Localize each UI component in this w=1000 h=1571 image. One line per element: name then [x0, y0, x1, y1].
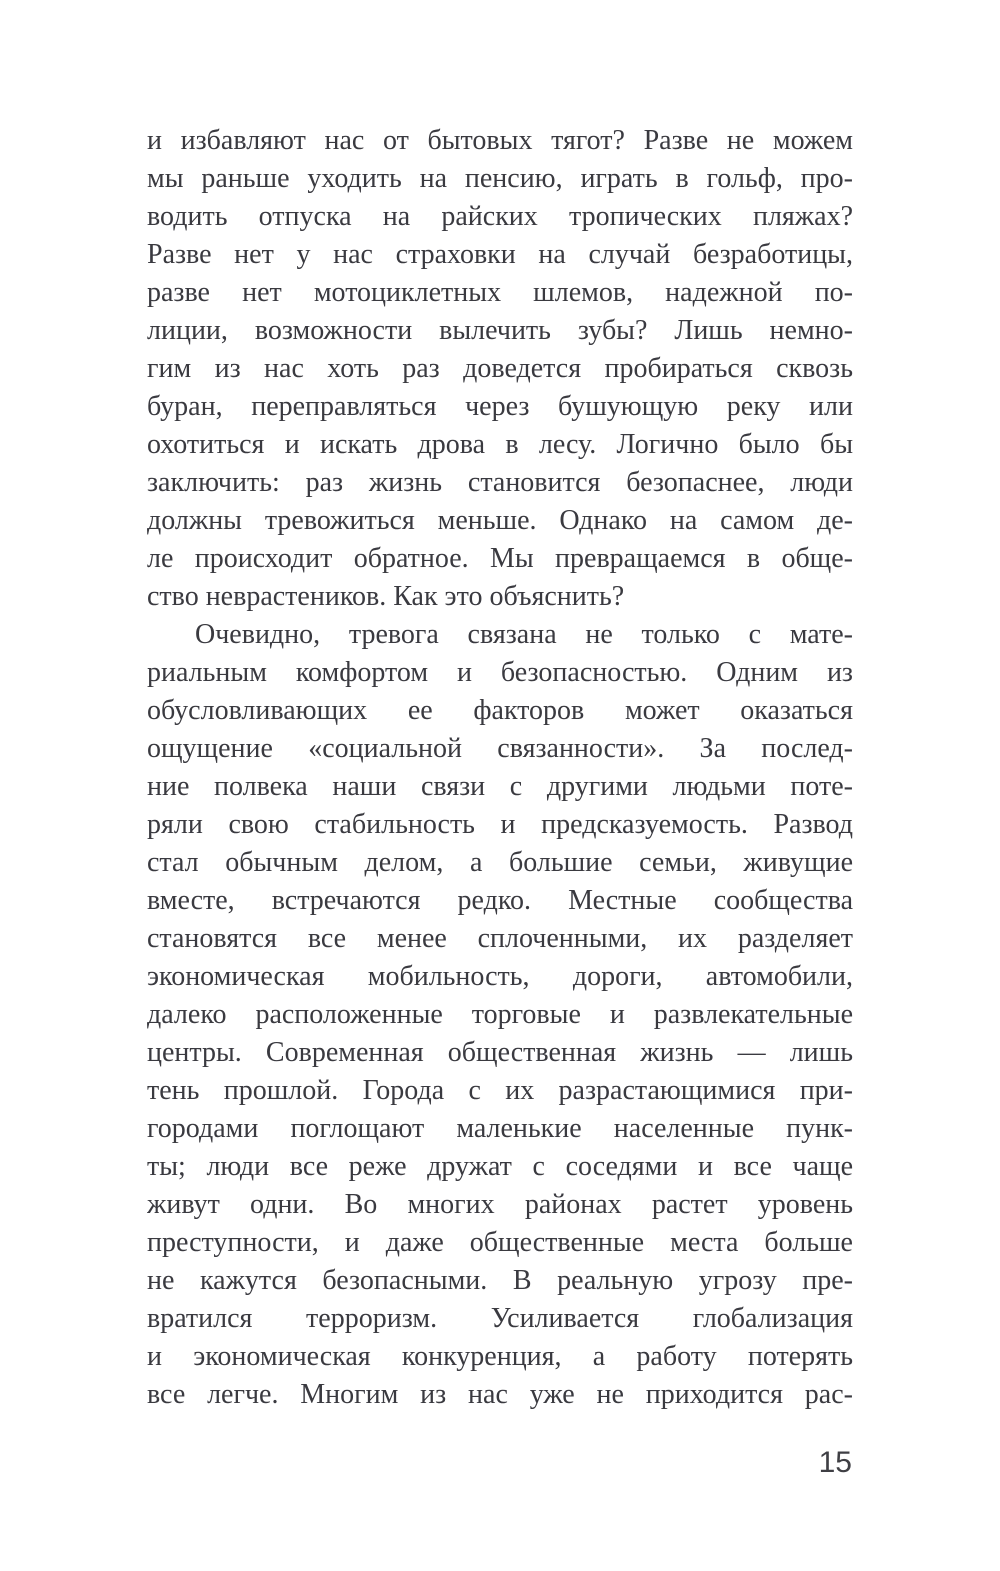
text-line: ле происходит обратное. Мы превращаемся в обще-: [147, 543, 853, 574]
text-line: все легче. Многим из нас уже не приходится рас-: [147, 1379, 853, 1410]
text-line: и избавляют нас от бытовых тягот? Разве не можем: [147, 125, 853, 156]
text-line: вместе, встречаются редко. Местные сообщества: [147, 885, 853, 916]
text-line: риальным комфортом и безопасностью. Одним из: [147, 657, 853, 688]
text-line: разве нет мотоциклетных шлемов, надежной по-: [147, 277, 853, 308]
text-line: ние полвека наши связи с другими людьми поте-: [147, 771, 853, 802]
text-line: городами поглощают маленькие населенные пунк-: [147, 1113, 853, 1144]
text-line: ство неврастеников. Как это объяснить?: [147, 581, 625, 612]
text-line: становятся все менее сплоченными, их разделяет: [147, 923, 853, 954]
text-line: ощущение «социальной связанности». За послед-: [147, 733, 853, 764]
text-line: должны тревожиться меньше. Однако на самом де-: [147, 505, 853, 536]
page-number: 15: [818, 1446, 852, 1479]
text-line: охотиться и искать дрова в лесу. Логично было бы: [147, 429, 853, 460]
text-line: заключить: раз жизнь становится безопаснее, люди: [147, 467, 853, 498]
text-line: не кажутся безопасными. В реальную угрозу пре-: [147, 1265, 853, 1296]
text-line: центры. Современная общественная жизнь — лишь: [147, 1037, 853, 1068]
page-text: [147, 122, 853, 1414]
text-line: преступности, и даже общественные места больше: [147, 1227, 853, 1258]
text-line: мы раньше уходить на пенсию, играть в гольф, про-: [147, 163, 853, 194]
paragraph: [147, 616, 853, 1414]
text-line: далеко расположенные торговые и развлекательные: [147, 999, 853, 1030]
text-line: Очевидно, тревога связана не только с мате-: [195, 619, 853, 650]
text-line: лиции, возможности вылечить зубы? Лишь немно-: [147, 315, 853, 346]
paragraph: [147, 122, 853, 616]
text-line: и экономическая конкуренция, а работу потерять: [147, 1341, 853, 1372]
text-line: обусловливающих ее факторов может оказаться: [147, 695, 853, 726]
text-line: вратился терроризм. Усиливается глобализация: [147, 1303, 853, 1334]
text-line: гим из нас хоть раз доведется пробираться сквозь: [147, 353, 853, 384]
text-line: ряли свою стабильность и предсказуемость. Развод: [147, 809, 853, 840]
text-line: буран, переправляться через бушующую реку или: [147, 391, 853, 422]
text-line: живут одни. Во многих районах растет уровень: [147, 1189, 853, 1220]
text-line: ты; люди все реже дружат с соседями и все чаще: [147, 1151, 853, 1182]
text-line: экономическая мобильность, дороги, автомобили,: [147, 961, 853, 992]
text-line: стал обычным делом, а большие семьи, живущие: [147, 847, 853, 878]
text-line: тень прошлой. Города с их разрастающимися при-: [147, 1075, 853, 1106]
text-line: Разве нет у нас страховки на случай безработицы,: [147, 239, 853, 270]
text-line: водить отпуска на райских тропических пляжах?: [147, 201, 853, 232]
